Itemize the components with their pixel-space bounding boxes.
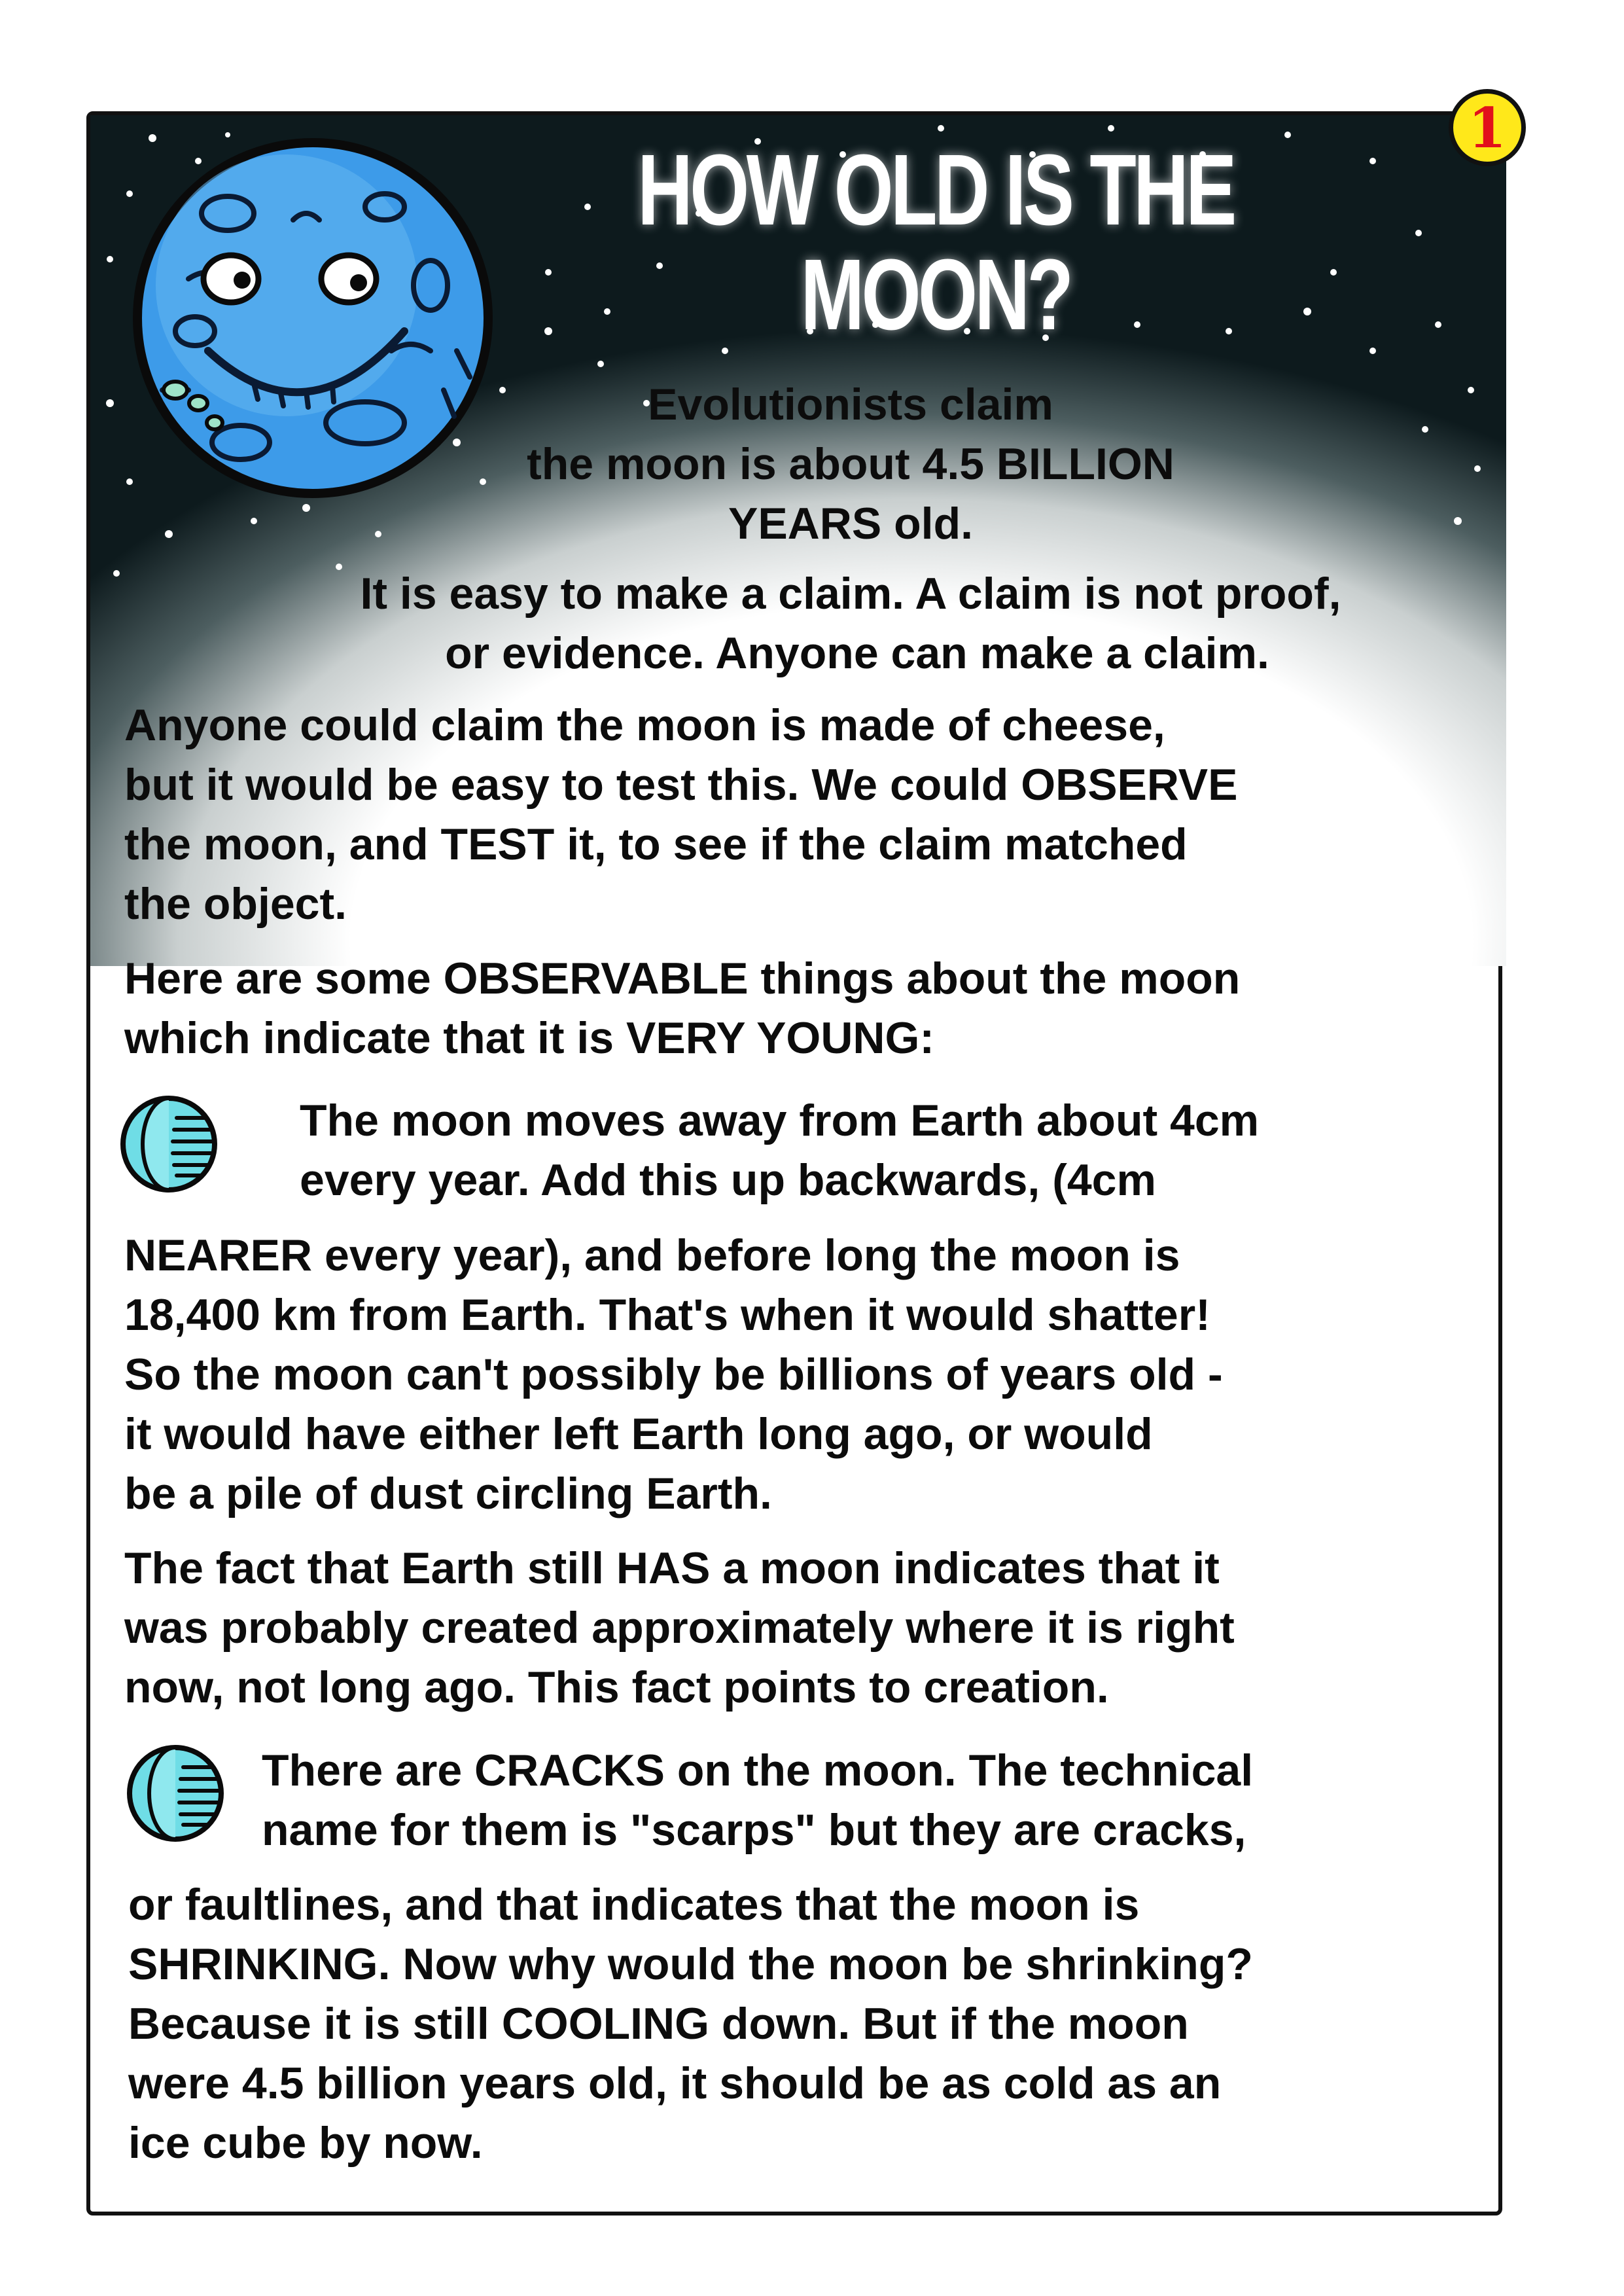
cheese-line-1: Anyone could claim the moon is made of cheese,: [124, 700, 1165, 750]
fact-line-2: was probably created approximately where it is right: [124, 1603, 1235, 1653]
cheese-line-4: the object.: [124, 879, 347, 929]
fact-line-1: The fact that Earth still HAS a moon indicates that it: [124, 1543, 1220, 1593]
cheese-line-2: but it would be easy to test this. We could OBSERVE: [124, 760, 1238, 810]
point2-line-5: ice cube by now.: [128, 2118, 483, 2168]
point2-indented-line-2: name for them is "scarps" but they are cracks,: [262, 1805, 1246, 1855]
intro-line-5: or evidence. Anyone can make a claim.: [445, 628, 1269, 678]
moon-bullet-icon-2: [123, 1741, 228, 1846]
point2-indented-line-1: There are CRACKS on the moon. The technical: [262, 1746, 1254, 1795]
point1-line-1: NEARER every year), and before long the moon is: [124, 1230, 1180, 1280]
page-number-badge: 1: [1449, 89, 1526, 166]
intro-line-3: YEARS old.: [728, 499, 974, 548]
point1-line-3: So the moon can't possibly be billions of years old -: [124, 1350, 1223, 1399]
point2-line-2: SHRINKING. Now why would the moon be shrinking?: [128, 1939, 1253, 1989]
moon-bullet-icon-1: [116, 1092, 221, 1196]
point1-line-2: 18,400 km from Earth. That's when it would shatter!: [124, 1290, 1210, 1340]
fact-line-3: now, not long ago. This fact points to creation.: [124, 1662, 1109, 1712]
point1-line-5: be a pile of dust circling Earth.: [124, 1469, 772, 1518]
point2-line-4: were 4.5 billion years old, it should be as cold as an: [128, 2058, 1222, 2108]
observable-line-1: Here are some OBSERVABLE things about the moon: [124, 954, 1241, 1003]
intro-line-4: It is easy to make a claim. A claim is not proof,: [360, 569, 1341, 619]
point1-indented-line-2: every year. Add this up backwards, (4cm: [300, 1155, 1156, 1205]
observable-line-2: which indicate that it is VERY YOUNG:: [124, 1013, 935, 1063]
intro-line-2: the moon is about 4.5 BILLION: [527, 439, 1174, 489]
point2-line-1: or faultlines, and that indicates that the moon is: [128, 1880, 1140, 1929]
point1-indented-line-1: The moon moves away from Earth about 4cm: [300, 1096, 1260, 1145]
intro-line-1: Evolutionists claim: [648, 380, 1053, 429]
page-title: HOW OLD IS THE MOON?: [637, 134, 1234, 351]
cheese-line-3: the moon, and TEST it, to see if the claim matched: [124, 819, 1188, 869]
point1-line-4: it would have either left Earth long ago, or would: [124, 1409, 1153, 1459]
point2-line-3: Because it is still COOLING down. But if the moon: [128, 1999, 1189, 2049]
